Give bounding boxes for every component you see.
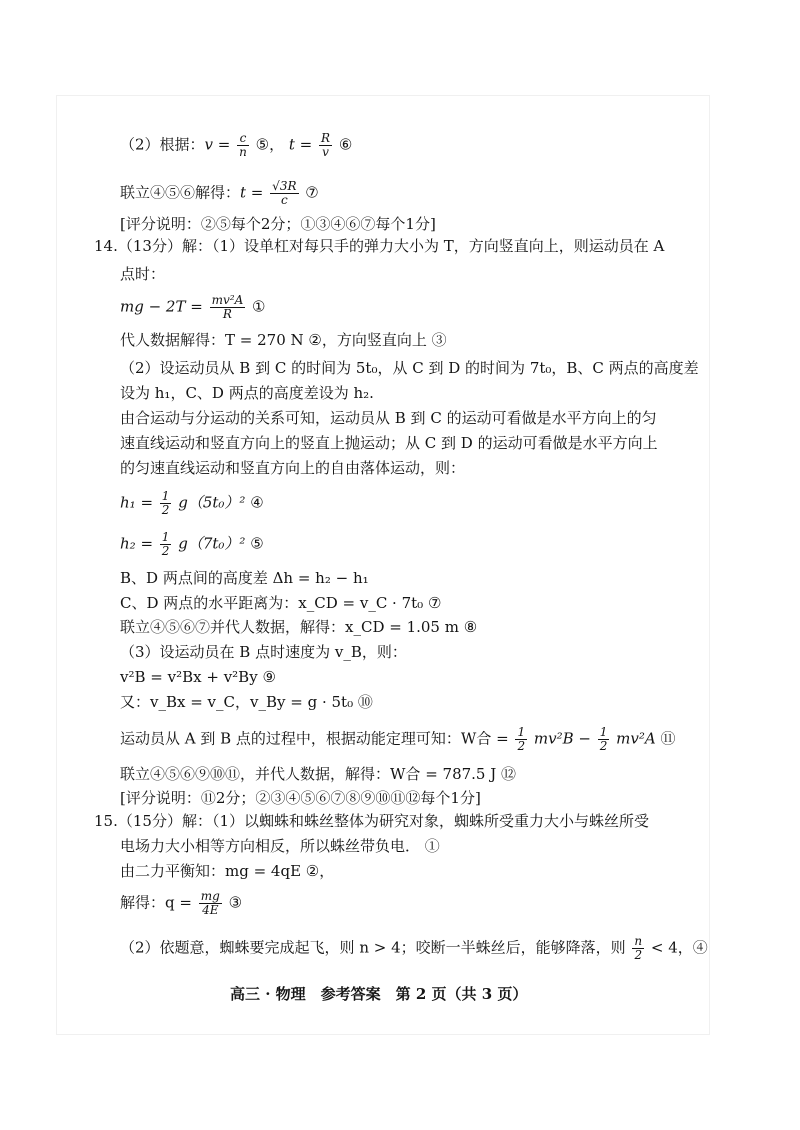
q13-solve-line: 联立④⑤⑥解得：t = $\frac{√3R}{c}$ ⑦	[120, 179, 319, 207]
q14-heading: 14.（13分）解：（1）设单杠对每只手的弹力大小为 T，方向竖直向上，则运动员在 A	[94, 237, 665, 255]
q13-grading-note: [评分说明：②⑤每个2分；①③④⑥⑦每个1分]	[120, 215, 436, 233]
q14-motion-analysis-2: 速直线运动和竖直方向上的竖直上抛运动；从 C 到 D 的运动可看做是水平方向上	[120, 434, 658, 452]
q14-motion-analysis-1: 由合运动与分运动的关系可知，运动员从 B 到 C 的运动可看做是水平方向上的匀	[120, 409, 657, 427]
fraction-mg-over-4E: $\frac{mg}{4E}$	[200, 889, 220, 917]
q14-point-a: 点时：	[120, 265, 166, 283]
q14-grading-note: [评分说明：⑪2分；②③④⑤⑥⑦⑧⑨⑩⑪⑫每个1分]	[120, 789, 481, 807]
q14-motion-analysis-3: 的匀速直线运动和竖直方向上的自由落体运动，则：	[120, 459, 466, 477]
q14-part3-setup: （3）设运动员在 B 点时速度为 v_B，则：	[120, 643, 407, 661]
q15-equilibrium: 由二力平衡知：mg = 4qE ②，	[120, 862, 335, 880]
q15-charge-sign: 电场力大小相等方向相反，所以蛛丝带负电． ①	[120, 837, 440, 855]
q14-height-difference: B、D 两点间的高度差 Δh = h₂ − h₁	[120, 569, 369, 587]
fraction-one-half: $\frac{1}{2}$	[161, 530, 170, 558]
q14-h2-equation: h₂ = $\frac{1}{2}$ g（7t₀）² ⑤	[120, 530, 264, 558]
fraction-one-half: $\frac{1}{2}$	[517, 725, 526, 753]
fraction-R-over-v: $\frac{R}{v}$	[321, 131, 331, 159]
fraction-c-over-n: $\frac{c}{n}$	[239, 131, 247, 159]
fraction-mvA2-over-R: $\frac{\text{mv²A}}{R}$	[211, 293, 244, 321]
q14-distance-result: 联立④⑤⑥⑦并代人数据，解得：x_CD = 1.05 m ⑧	[120, 618, 478, 636]
fraction-n-over-2: $\frac{n}{2}$	[634, 934, 643, 962]
q14-velocity-squared: v²B = v²Bx + v²By ⑨	[120, 668, 276, 686]
q14-horizontal-distance: C、D 两点的水平距离为：x_CD = v_C · 7t₀ ⑦	[120, 594, 442, 612]
q15-heading: 15.（15分）解：（1）以蜘蛛和蛛丝整体为研究对象，蜘蛛所受重力大小与蛛丝所受	[94, 812, 649, 830]
q15-charge-result: 解得：q = $\frac{mg}{4E}$ ③	[120, 889, 243, 917]
q14-force-equation: mg − 2T = $\frac{\text{mv²A}}{R}$ ①	[120, 293, 266, 321]
q14-tension-result: 代人数据解得：T = 270 N ②，方向竖直向上 ③	[120, 331, 447, 349]
fraction-one-half: $\frac{1}{2}$	[599, 725, 608, 753]
q14-work-result: 联立④⑤⑥⑨⑩⑪，并代人数据，解得：W合 = 787.5 J ⑫	[120, 765, 517, 783]
page-footer: 高三 · 物理 参考答案 第 2 页（共 3 页）	[230, 985, 528, 1003]
q14-velocity-components: 又：v_Bx = v_C，v_By = g · 5t₀ ⑩	[120, 693, 373, 711]
q14-work-energy-theorem: 运动员从 A 到 B 点的过程中，根据动能定理可知：W合 = $\frac{1}{2}$ mv²B − $\frac{1}{2}$ mv²A ⑪	[120, 725, 676, 753]
fraction-one-half: $\frac{1}{2}$	[161, 489, 170, 517]
q14-part2-setup: （2）设运动员从 B 到 C 的时间为 5t₀，从 C 到 D 的时间为 7t₀，B、C 两点的高度差	[120, 359, 699, 377]
q13-part2-formula: （2）根据：v = $\frac{c}{n}$ ⑤， t = $\frac{R}{v}$ ⑥	[120, 131, 353, 159]
q14-h1-equation: h₁ = $\frac{1}{2}$ g（5t₀）² ④	[120, 489, 264, 517]
fraction-sqrt3R-over-c: $\frac{√3R}{c}$	[272, 179, 297, 207]
q15-part2-condition: （2）依题意，蜘蛛要完成起飞，则 n > 4；咬断一半蛛丝后，能够降落，则 $\frac{n}{2}$ < 4，④	[120, 934, 708, 962]
q14-part2-heights: 设为 h₁，C、D 两点的高度差设为 h₂.	[120, 384, 374, 402]
